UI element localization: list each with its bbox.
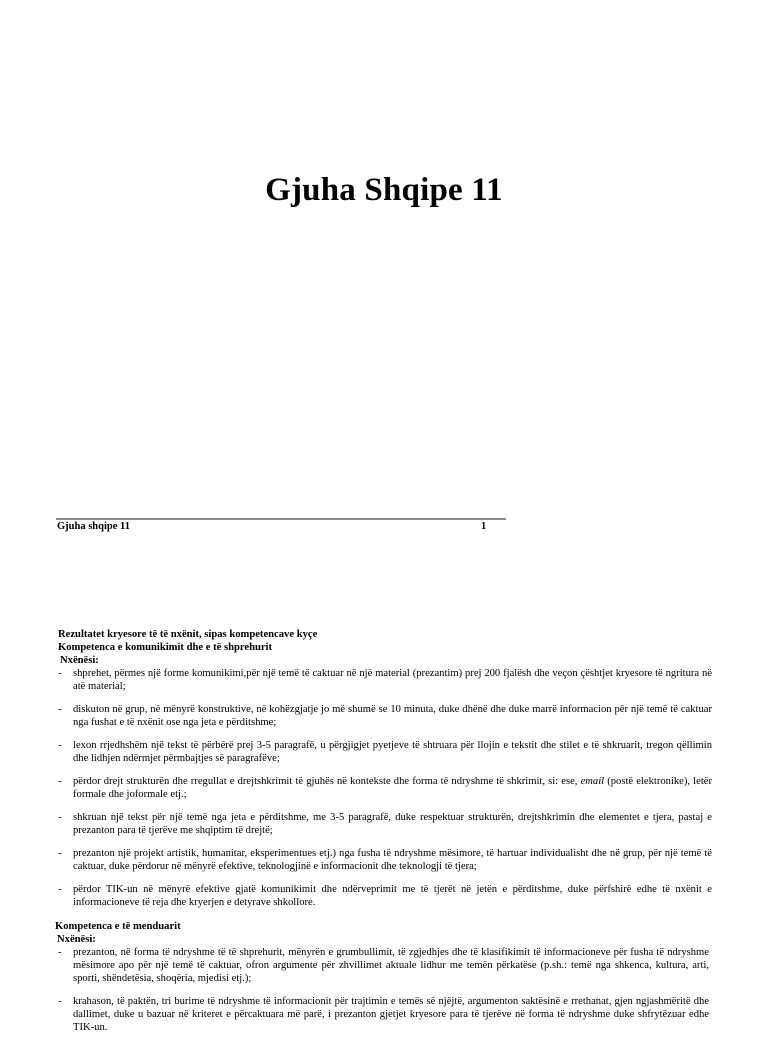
list-item-text: përdor drejt strukturën dhe rregullat e drejtshkrimit të gjuhës në kontekste dhe forma të ndryshme të shkrimit, si: ese, email (postë elektronike), letër formale dhe joformale etj.;: [73, 776, 712, 800]
footer-page-number: 1: [481, 521, 487, 532]
bullet-dash: -: [58, 884, 62, 895]
section-heading: Rezultatet kryesore të të nxënit, sipas kompetencave kyçe: [58, 629, 318, 640]
student-label: Nxënësi:: [60, 655, 99, 666]
list-item: [58, 811, 712, 837]
bullet-dash: -: [58, 996, 62, 1007]
list-item: [58, 703, 712, 729]
bullet-dash: -: [58, 704, 62, 715]
list-item-text: krahason, të paktën, tri burime të ndryshme të informacionit për trajtimin e temës së njëjtë, argumenton saktësinë e rrethanat, gjen ngjashmëritë dhe dallimet, duke u bazuar në kriteret e përcaktuara më parë, i prezanton gjetjet kryesore para të tjerëve në forma të ndryshme duke shfrytëzuar edhe TIK-un.: [73, 996, 709, 1033]
list-item-text: prezanton një projekt artistik, humanitar, eksperimentues etj.) nga fusha të ndryshme mësimore, të hartuar individualisht dhe në grup, për një temë të caktuar, duke përdorur në mënyrë efektive, teknologjinë e informacionit dhe teknologji të tjera;: [73, 848, 712, 872]
list-item-text: prezanton, në forma të ndryshme të të shprehurit, mënyrën e grumbullimit, të zgjedhjes dhe të klasifikimit të informacioneve për fusha të ndryshme mësimore apo për një temë të caktuar, ofron argumente për zhvillimet aktuale lidhur me temën përkatëse (p.sh.: temë nga shkenca, kultura, arti, sporti, shëndetësia, shoqëria, mjedisi etj.);: [73, 947, 709, 984]
list-item-text: shprehet, përmes një forme komunikimi,për një temë të caktuar në një material (prezantim) prej 200 fjalësh dhe veçon çështjet kryesore të ngritura në atë material;: [73, 668, 712, 692]
student-label: Nxënësi:: [57, 934, 96, 945]
footer-text: Gjuha shqipe 11: [57, 521, 130, 532]
bullet-dash: -: [58, 848, 62, 859]
section-key-outcomes: [58, 628, 712, 919]
list-item: [58, 739, 712, 765]
bullet-dash: -: [58, 668, 62, 679]
bullet-dash: -: [58, 812, 62, 823]
section-thinking-competence: [55, 920, 709, 1044]
document-title: Gjuha Shqipe 11: [265, 172, 503, 208]
outcome-list: [58, 667, 712, 909]
outcome-list: [55, 946, 709, 1034]
bullet-dash: -: [58, 776, 62, 787]
bullet-dash: -: [58, 947, 62, 958]
list-item-text: lexon rrjedhshëm një tekst të përbërë prej 3-5 paragrafë, u përgjigjet pyetjeve të shtruara për llojin e tekstit dhe stilet e të shkruarit, tregon qëllimin dhe lidhjen ndërmjet përmbajtjes së paragrafëve;: [73, 740, 712, 764]
list-item-text: shkruan një tekst për një temë nga jeta e përditshme, me 3-5 paragrafë, duke respektuar strukturën, drejtshkrimin dhe elementet e tjera, pastaj e prezanton para të tjerëve me shqiptim të drejtë;: [73, 812, 712, 836]
list-item-text: diskuton në grup, në mënyrë konstruktive, në kohëzgjatje jo më shumë se 10 minuta, duke dhënë dhe duke marrë informacion për një temë të caktuar nga fushat e të nxënit ose nga jeta e përditshme;: [73, 704, 712, 728]
list-item: [58, 847, 712, 873]
section-subheading: Kompetenca e komunikimit dhe e të shprehurit: [58, 642, 273, 653]
list-item: [58, 946, 709, 985]
list-item-text: përdor TIK-un në mënyrë efektive gjatë komunikimit dhe ndërveprimit me të tjerët në jetën e përditshme, duke përfshirë edhe të nxënit e informacioneve të reja dhe kryerjen e detyrave shkollore.: [73, 884, 712, 908]
list-item: [58, 667, 712, 693]
footer-rule: [56, 518, 506, 520]
bullet-dash: -: [58, 740, 62, 751]
list-item: [58, 995, 709, 1034]
list-item: [58, 775, 712, 801]
list-item: [58, 883, 712, 909]
section-heading: Kompetenca e të menduarit: [55, 921, 181, 932]
